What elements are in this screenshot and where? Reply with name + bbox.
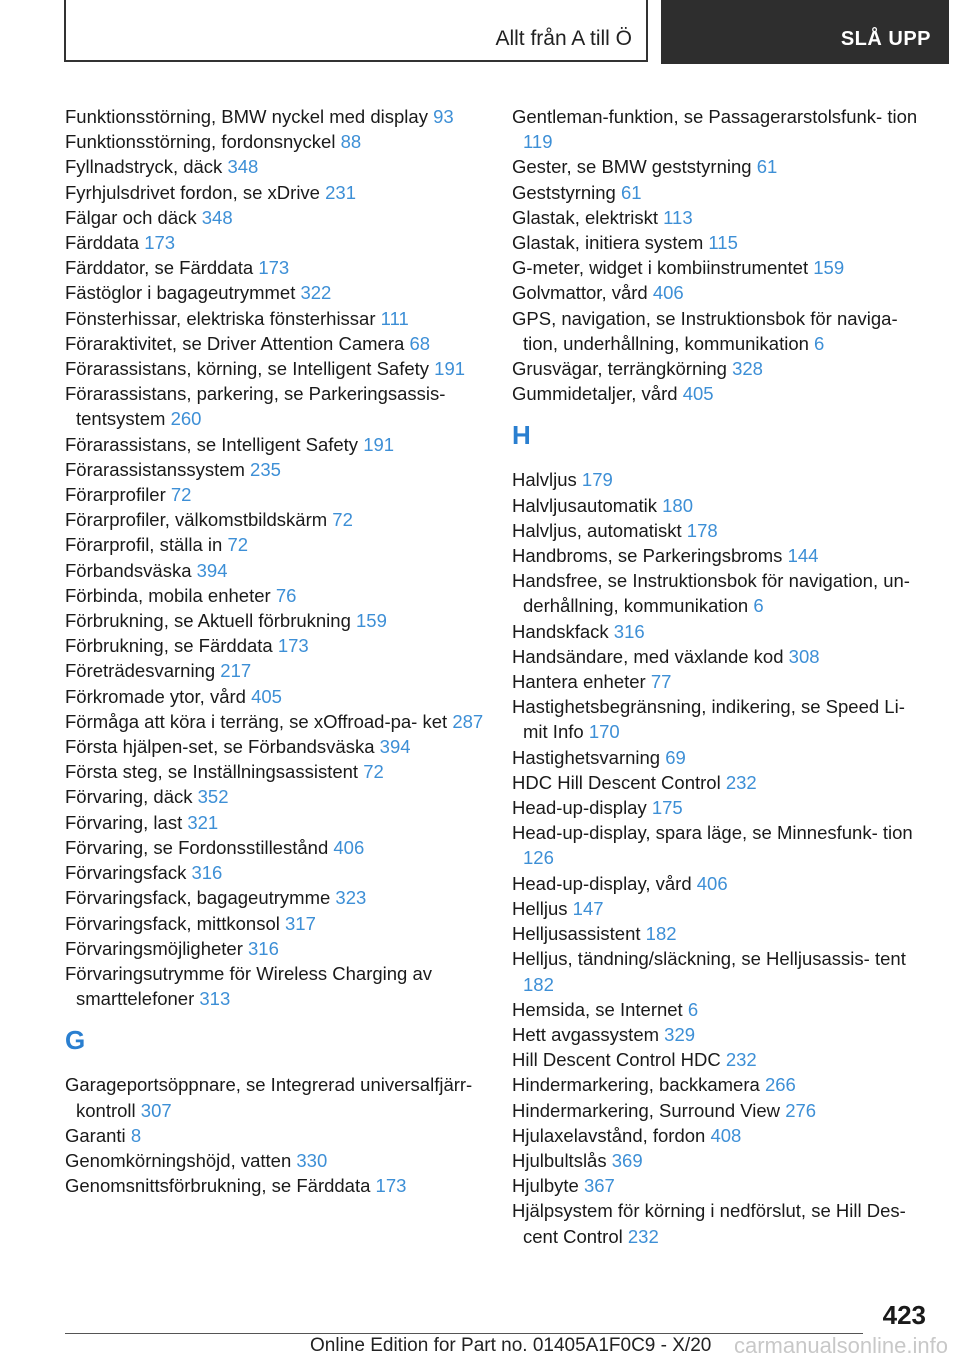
tab-a-to-o-label: Allt från A till Ö bbox=[495, 27, 632, 50]
entry-term: Hastighetsvarning bbox=[512, 746, 666, 768]
entry-term: Hill Descent Control HDC bbox=[512, 1049, 726, 1071]
page-link[interactable]: 394 bbox=[379, 736, 411, 758]
index-entry bbox=[512, 1148, 932, 1173]
page-link[interactable]: 406 bbox=[696, 872, 728, 894]
page-link[interactable]: 126 bbox=[523, 847, 554, 869]
page-link[interactable]: 6 bbox=[687, 998, 699, 1020]
entry-term: Förarassistanssystem bbox=[65, 458, 251, 480]
index-entry bbox=[512, 997, 932, 1022]
index-entry bbox=[512, 644, 932, 669]
page-link[interactable]: 232 bbox=[627, 1225, 659, 1247]
index-entry bbox=[65, 230, 485, 255]
entry-term: Glastak, elektriskt bbox=[512, 206, 664, 228]
page-link[interactable]: 313 bbox=[199, 988, 231, 1010]
entry-term: Handskfack bbox=[512, 620, 614, 642]
page-link[interactable]: 287 bbox=[452, 710, 484, 732]
page-link[interactable]: 6 bbox=[753, 595, 764, 617]
entry-term: Förbinda, mobila enheter bbox=[65, 584, 276, 606]
entry-term: Förvaringsutrymme för Wireless Charging av smarttelefoner bbox=[65, 962, 433, 1010]
entry-term: Fönsterhissar, elektriska fönsterhissar bbox=[65, 307, 381, 329]
page-link[interactable]: 180 bbox=[662, 494, 693, 516]
page-link[interactable]: 88 bbox=[340, 131, 362, 153]
index-entry bbox=[65, 885, 485, 910]
index-entry bbox=[65, 180, 485, 205]
page-link[interactable]: 323 bbox=[335, 887, 367, 909]
index-entry bbox=[512, 230, 932, 255]
page-link[interactable]: 173 bbox=[144, 232, 176, 254]
tab-lookup[interactable] bbox=[661, 0, 949, 64]
entry-list-g bbox=[65, 1072, 485, 1198]
index-entry bbox=[65, 835, 485, 860]
entry-term: Handbroms, se Parkeringsbroms bbox=[512, 545, 788, 567]
entry-term: Hemsida, se Internet bbox=[512, 998, 688, 1020]
page-link[interactable]: 159 bbox=[356, 610, 387, 632]
index-entry bbox=[65, 810, 485, 835]
page-link[interactable]: 113 bbox=[663, 206, 693, 228]
index-entry bbox=[65, 205, 485, 230]
page-link[interactable]: 115 bbox=[708, 232, 738, 254]
entry-term: Fyrhjulsdrivet fordon, se xDrive bbox=[65, 181, 326, 203]
entry-term: Hett avgassystem bbox=[512, 1023, 665, 1045]
index-entry bbox=[65, 709, 485, 734]
page-link[interactable]: 72 bbox=[170, 484, 192, 506]
tab-a-to-o[interactable] bbox=[64, 0, 648, 62]
entry-term: Helljus bbox=[512, 897, 573, 919]
entry-term: Förvaringsmöjligheter bbox=[65, 937, 249, 959]
index-entry bbox=[512, 104, 932, 154]
page-link[interactable]: 322 bbox=[300, 282, 332, 304]
page-link[interactable]: 316 bbox=[191, 862, 223, 884]
entry-term: Head-up-display bbox=[512, 797, 652, 819]
entry-term: Första hjälpen-set, se Förbandsväska bbox=[65, 736, 380, 758]
index-entry bbox=[512, 1198, 932, 1248]
page-link[interactable]: 173 bbox=[258, 257, 290, 279]
entry-term: Förvaring, se Fordonsstillestånd bbox=[65, 836, 334, 858]
entry-term: Förvaring, däck bbox=[65, 786, 198, 808]
index-entry bbox=[512, 356, 932, 381]
entry-list-h bbox=[512, 467, 932, 1248]
index-entry bbox=[65, 558, 485, 583]
index-entry bbox=[65, 457, 485, 482]
index-entry bbox=[65, 331, 485, 356]
entry-term: Fyllnadstryck, däck bbox=[65, 156, 228, 178]
page-link[interactable]: 321 bbox=[187, 811, 219, 833]
watermark: carmanualsonline.info bbox=[733, 1333, 948, 1358]
entry-term: Förarassistans, se Intelligent Safety bbox=[65, 433, 364, 455]
entry-term: Halvljus, automatiskt bbox=[512, 519, 687, 541]
page-link[interactable]: 367 bbox=[583, 1175, 615, 1197]
page-link[interactable]: 147 bbox=[572, 897, 604, 919]
index-entry bbox=[65, 759, 485, 784]
index-entry bbox=[512, 180, 932, 205]
page-link[interactable]: 6 bbox=[814, 332, 825, 354]
index-entry bbox=[65, 255, 485, 280]
index-entry bbox=[512, 568, 932, 618]
entry-term: Glastak, initiera system bbox=[512, 232, 709, 254]
header-bar bbox=[64, 0, 949, 64]
index-entry bbox=[512, 896, 932, 921]
page-link[interactable]: 317 bbox=[285, 912, 316, 934]
index-entry bbox=[512, 1123, 932, 1148]
entry-term: Förarprofiler, välkomstbildskärm bbox=[65, 509, 333, 531]
index-entry bbox=[512, 921, 932, 946]
page-link[interactable]: 307 bbox=[140, 1099, 172, 1121]
index-entry bbox=[512, 518, 932, 543]
index-entry bbox=[65, 154, 485, 179]
page-link[interactable]: 231 bbox=[325, 181, 356, 203]
page-link[interactable]: 76 bbox=[275, 584, 297, 606]
index-entry bbox=[65, 306, 485, 331]
page-link[interactable]: 119 bbox=[523, 131, 553, 153]
entry-term: Fälgar och däck bbox=[65, 206, 202, 228]
page-link[interactable]: 173 bbox=[277, 635, 309, 657]
page-link[interactable]: 369 bbox=[611, 1149, 643, 1171]
index-entry bbox=[65, 911, 485, 936]
index-entry bbox=[65, 684, 485, 709]
page-link[interactable]: 276 bbox=[785, 1099, 817, 1121]
page-link[interactable]: 408 bbox=[710, 1124, 742, 1146]
index-entry bbox=[65, 482, 485, 507]
index-entry bbox=[512, 205, 932, 230]
index-entry bbox=[65, 532, 485, 557]
entry-term: Förkromade ytor, vård bbox=[65, 685, 252, 707]
page-link[interactable]: 316 bbox=[613, 620, 645, 642]
index-entry bbox=[512, 820, 932, 870]
index-entry bbox=[512, 669, 932, 694]
entry-term: Genomkörningshöjd, vatten bbox=[65, 1149, 297, 1171]
page-link[interactable]: 405 bbox=[682, 383, 714, 405]
entry-term: Hindermarkering, Surround View bbox=[512, 1099, 786, 1121]
entry-term: Förbrukning, se Färddata bbox=[65, 635, 278, 657]
entry-term: Färddator, se Färddata bbox=[65, 257, 259, 279]
entry-term: Hindermarkering, backkamera bbox=[512, 1074, 765, 1096]
tab-lookup-label: SLÅ UPP bbox=[840, 28, 931, 50]
page-link[interactable]: 68 bbox=[409, 332, 431, 354]
index-entry bbox=[512, 467, 932, 492]
entry-term: Helljus, tändning/släckning, se Helljusassis- tent bbox=[512, 948, 906, 970]
entry-term: Hjälpsystem för körning i nedförslut, se Hill Des- cent Control bbox=[512, 1200, 906, 1247]
index-entry bbox=[65, 860, 485, 885]
entry-list-g-cont bbox=[512, 104, 932, 406]
index-entry bbox=[65, 356, 485, 381]
page-link[interactable]: 329 bbox=[664, 1023, 696, 1045]
entry-term: Grusvägar, terrängkörning bbox=[512, 358, 733, 380]
entry-term: Förarprofil, ställa in bbox=[65, 534, 228, 556]
index-entry bbox=[512, 694, 932, 744]
page-link[interactable]: 352 bbox=[197, 786, 229, 808]
section-letter-h: H bbox=[512, 420, 531, 451]
entry-term: Förmåga att köra i terräng, se xOffroad-pa- ket bbox=[65, 710, 453, 732]
index-column-right bbox=[512, 104, 932, 1249]
entry-term: Halvljusautomatik bbox=[512, 494, 663, 516]
index-column-left bbox=[65, 104, 485, 1198]
index-entry bbox=[65, 608, 485, 633]
page-link[interactable]: 316 bbox=[248, 937, 279, 959]
entry-term: G-meter, widget i kombiinstrumentet bbox=[512, 257, 814, 279]
entry-term: Förbandsväska bbox=[65, 559, 197, 581]
entry-term: Garanti bbox=[65, 1124, 131, 1146]
page-link[interactable]: 77 bbox=[650, 671, 672, 693]
page-link[interactable]: 235 bbox=[250, 458, 281, 480]
page-link[interactable]: 93 bbox=[433, 106, 454, 127]
entry-term: Geststyrning bbox=[512, 181, 621, 203]
page-link[interactable]: 308 bbox=[788, 645, 820, 667]
entry-term: Head-up-display, spara läge, se Minnesfunk- tion bbox=[512, 822, 913, 844]
page-link[interactable]: 8 bbox=[130, 1124, 142, 1146]
index-entry bbox=[512, 1047, 932, 1072]
entry-term: Förvaringsfack, mittkonsol bbox=[65, 912, 286, 934]
page-link[interactable]: 330 bbox=[296, 1149, 328, 1171]
entry-term: Förarprofiler bbox=[65, 484, 171, 506]
index-entry bbox=[512, 280, 932, 305]
entry-term: Handsfree, se Instruktionsbok för navigation, un- derhållning, kommunikation bbox=[512, 570, 910, 617]
index-entry bbox=[512, 871, 932, 896]
index-entry bbox=[512, 255, 932, 280]
page-link[interactable]: 69 bbox=[665, 746, 686, 768]
page-link[interactable]: 348 bbox=[227, 156, 259, 178]
entry-term: Förarassistans, parkering, se Parkeringsassis- tentsystem bbox=[65, 383, 446, 430]
page-link[interactable]: 406 bbox=[333, 836, 365, 858]
entry-term: Förvaringsfack, bagageutrymme bbox=[65, 887, 336, 909]
page-link[interactable]: 191 bbox=[363, 433, 395, 455]
page-link[interactable]: 111 bbox=[380, 307, 409, 329]
page-link[interactable]: 175 bbox=[651, 797, 683, 819]
page-link[interactable]: 394 bbox=[196, 559, 228, 581]
index-entry bbox=[65, 658, 485, 683]
page-link[interactable]: 144 bbox=[787, 545, 819, 567]
entry-term: Genomsnittsförbrukning, se Färddata bbox=[65, 1175, 376, 1197]
index-entry bbox=[65, 507, 485, 532]
entry-term: Hantera enheter bbox=[512, 671, 651, 693]
page-link[interactable]: 72 bbox=[363, 761, 384, 783]
entry-term: Halvljus bbox=[512, 469, 582, 491]
page-link[interactable]: 179 bbox=[581, 469, 613, 491]
page-link[interactable]: 266 bbox=[764, 1074, 796, 1096]
entry-term: GPS, navigation, se Instruktionsbok för naviga- tion, underhållning, kommunikation bbox=[512, 307, 898, 354]
index-entry bbox=[65, 633, 485, 658]
entry-term: Head-up-display, vård bbox=[512, 872, 697, 894]
index-entry bbox=[65, 1072, 485, 1122]
index-entry bbox=[65, 1148, 485, 1173]
index-entry bbox=[512, 543, 932, 568]
index-entry bbox=[512, 1072, 932, 1097]
index-entry bbox=[65, 936, 485, 961]
page-link[interactable]: 61 bbox=[621, 181, 642, 203]
index-entry bbox=[512, 1098, 932, 1123]
page-link[interactable]: 159 bbox=[813, 257, 845, 279]
entry-term: Golvmattor, vård bbox=[512, 282, 653, 304]
index-entry bbox=[65, 129, 485, 154]
page-link[interactable]: 232 bbox=[725, 1049, 757, 1071]
index-entry bbox=[65, 104, 485, 129]
entry-term: Föraraktivitet, se Driver Attention Camera bbox=[65, 332, 410, 354]
index-entry bbox=[512, 770, 932, 795]
page-link[interactable]: 182 bbox=[645, 923, 677, 945]
index-entry bbox=[65, 381, 485, 431]
index-entry bbox=[65, 961, 485, 1011]
page-link[interactable]: 61 bbox=[756, 156, 778, 178]
page-link[interactable]: 260 bbox=[170, 408, 202, 430]
entry-term: Gummidetaljer, vård bbox=[512, 383, 683, 405]
index-entry bbox=[65, 734, 485, 759]
index-entry bbox=[512, 1022, 932, 1047]
page-link[interactable]: 217 bbox=[220, 660, 252, 682]
page-link[interactable]: 173 bbox=[375, 1175, 407, 1197]
page-link[interactable]: 72 bbox=[332, 509, 353, 531]
index-entry bbox=[65, 1173, 485, 1198]
page-number: 423 bbox=[882, 1300, 926, 1330]
index-entry bbox=[65, 432, 485, 457]
entry-term: Fästöglor i bagageutrymmet bbox=[65, 282, 301, 304]
entry-term: Förbrukning, se Aktuell förbrukning bbox=[65, 610, 357, 632]
index-entry bbox=[65, 784, 485, 809]
entry-term: Förvaringsfack bbox=[65, 862, 192, 884]
page-link[interactable]: 405 bbox=[251, 685, 282, 707]
index-entry bbox=[512, 1173, 932, 1198]
entry-term: Företrädesvarning bbox=[65, 660, 221, 682]
entry-term: Förarassistans, körning, se Intelligent Safety bbox=[65, 358, 435, 380]
page-link[interactable]: 406 bbox=[652, 282, 684, 304]
index-entry bbox=[512, 946, 932, 996]
index-entry bbox=[65, 280, 485, 305]
index-entry bbox=[512, 493, 932, 518]
edition-text: Online Edition for Part no. 01405A1F0C9 - X/20 bbox=[310, 1335, 712, 1356]
page-link[interactable]: 191 bbox=[434, 358, 466, 380]
entry-term: Hjulbyte bbox=[512, 1175, 584, 1197]
entry-term: Gentleman-funktion, se Passagerarstolsfunk- tion bbox=[512, 106, 918, 127]
entry-term: Garageportsöppnare, se Integrerad universalfjärr- kontroll bbox=[65, 1074, 473, 1121]
index-entry bbox=[512, 619, 932, 644]
entry-term: Hjulaxelavstånd, fordon bbox=[512, 1124, 711, 1146]
entry-term: Funktionsstörning, BMW nyckel med display bbox=[65, 106, 434, 127]
entry-term: Funktionsstörning, fordonsnyckel bbox=[65, 131, 341, 153]
page-link[interactable]: 72 bbox=[227, 534, 249, 556]
index-entry bbox=[512, 381, 932, 406]
entry-term: Helljusassistent bbox=[512, 923, 646, 945]
index-entry bbox=[65, 583, 485, 608]
entry-term: Färddata bbox=[65, 232, 145, 254]
entry-term: Förvaring, last bbox=[65, 811, 188, 833]
index-entry bbox=[65, 1123, 485, 1148]
section-letter-g: G bbox=[65, 1025, 86, 1056]
entry-term: Handsändare, med växlande kod bbox=[512, 645, 789, 667]
page-link[interactable]: 232 bbox=[725, 771, 757, 793]
page-link[interactable]: 182 bbox=[523, 973, 554, 995]
page-link[interactable]: 348 bbox=[201, 206, 233, 228]
entry-term: Hjulbultslås bbox=[512, 1149, 612, 1171]
entry-term: HDC Hill Descent Control bbox=[512, 771, 726, 793]
page-link[interactable]: 178 bbox=[686, 519, 718, 541]
page-link[interactable]: 170 bbox=[588, 721, 620, 743]
index-entry bbox=[512, 745, 932, 770]
index-entry bbox=[512, 795, 932, 820]
page-link[interactable]: 328 bbox=[732, 358, 763, 380]
entry-list-f bbox=[65, 104, 485, 1011]
entry-term: Gester, se BMW geststyrning bbox=[512, 156, 757, 178]
index-entry bbox=[512, 154, 932, 179]
entry-term: Första steg, se Inställningsassistent bbox=[65, 761, 364, 783]
index-entry bbox=[512, 306, 932, 356]
entry-term: Hastighetsbegränsning, indikering, se Speed Li- mit Info bbox=[512, 696, 905, 743]
